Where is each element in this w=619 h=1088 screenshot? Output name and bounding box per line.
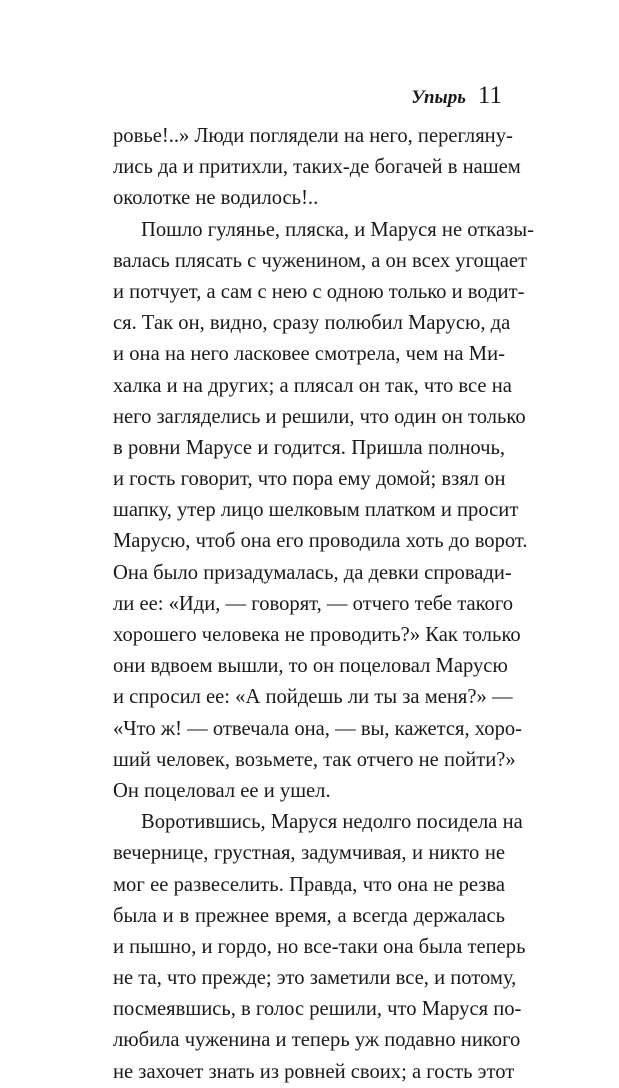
text-line: ший человек, возьмете, так отчего не пойти?» xyxy=(113,748,516,771)
text-line: «Что ж! — отвечала она, — вы, кажется, хоро- xyxy=(113,717,523,740)
text-line: Пошло гулянье, пляска, и Маруся не отказы- xyxy=(141,218,534,241)
text-line: лись да и притихли, таких-де богачей в нашем xyxy=(113,156,521,179)
text-line: Она было призадумалась, да девки спровади- xyxy=(113,561,512,584)
text-line: хорошего человека не проводить?» Как только xyxy=(113,624,521,646)
text-line: и потчует, а сам с нею с одною только и водит- xyxy=(113,280,525,303)
text-line: валась плясать с чуженином, а он всех угощает xyxy=(113,249,527,272)
text-line: и она на него ласковее смотрела, чем на Ми- xyxy=(113,343,505,366)
body-text xyxy=(113,121,534,1088)
running-title: Упырь xyxy=(411,87,466,108)
page-number: 11 xyxy=(477,82,502,109)
text-line: вечернице, грустная, задумчивая, и никто не xyxy=(113,842,505,865)
text-line: в ровни Марусе и годится. Пришла полночь, xyxy=(113,436,505,459)
text-line: ровье!..» Люди поглядели на него, перегляну- xyxy=(113,125,513,147)
text-line: Он поцеловал ее и ушел. xyxy=(113,779,331,802)
text-line: шапку, утер лицо шелковым платком и просит xyxy=(113,499,519,522)
text-line: была и в прежнее время, а всегда держалась xyxy=(113,904,505,927)
text-line: и спросил ее: «А пойдешь ли ты за меня?» — xyxy=(113,686,513,709)
text-line: халка и на других; а плясал он так, что все на xyxy=(113,374,512,397)
running-head xyxy=(411,82,502,112)
text-line: него загляделись и решили, что один он только xyxy=(113,405,526,428)
text-line: Воротившись, Маруся недолго посидела на xyxy=(141,811,523,834)
text-line: Марусю, чтоб она его проводила хоть до ворот. xyxy=(113,530,528,553)
text-line: и гость говорит, что пора ему домой; взял он xyxy=(113,468,506,491)
text-line: мог ее развеселить. Правда, что она не резва xyxy=(113,873,505,896)
text-line: не захочет знать из ровней своих; а гость этот xyxy=(113,1060,515,1083)
text-line: ли ее: «Иди, — говорят, — отчего тебе такого xyxy=(113,592,514,615)
text-line: ся. Так он, видно, сразу полюбил Марусю, да xyxy=(113,312,511,335)
text-line: посмеявшись, в голос решили, что Маруся по- xyxy=(113,998,522,1021)
text-line: и пышно, и гордо, но все-таки она была теперь xyxy=(113,935,526,958)
text-line: околотке не водилось!.. xyxy=(113,187,319,210)
text-line: не та, что прежде; это заметили все, и потому, xyxy=(113,967,517,990)
text-line: любила чуженина и теперь уж подавно никого xyxy=(113,1029,521,1052)
text-line: они вдвоем вышли, то он поцеловал Марусю xyxy=(113,655,508,678)
